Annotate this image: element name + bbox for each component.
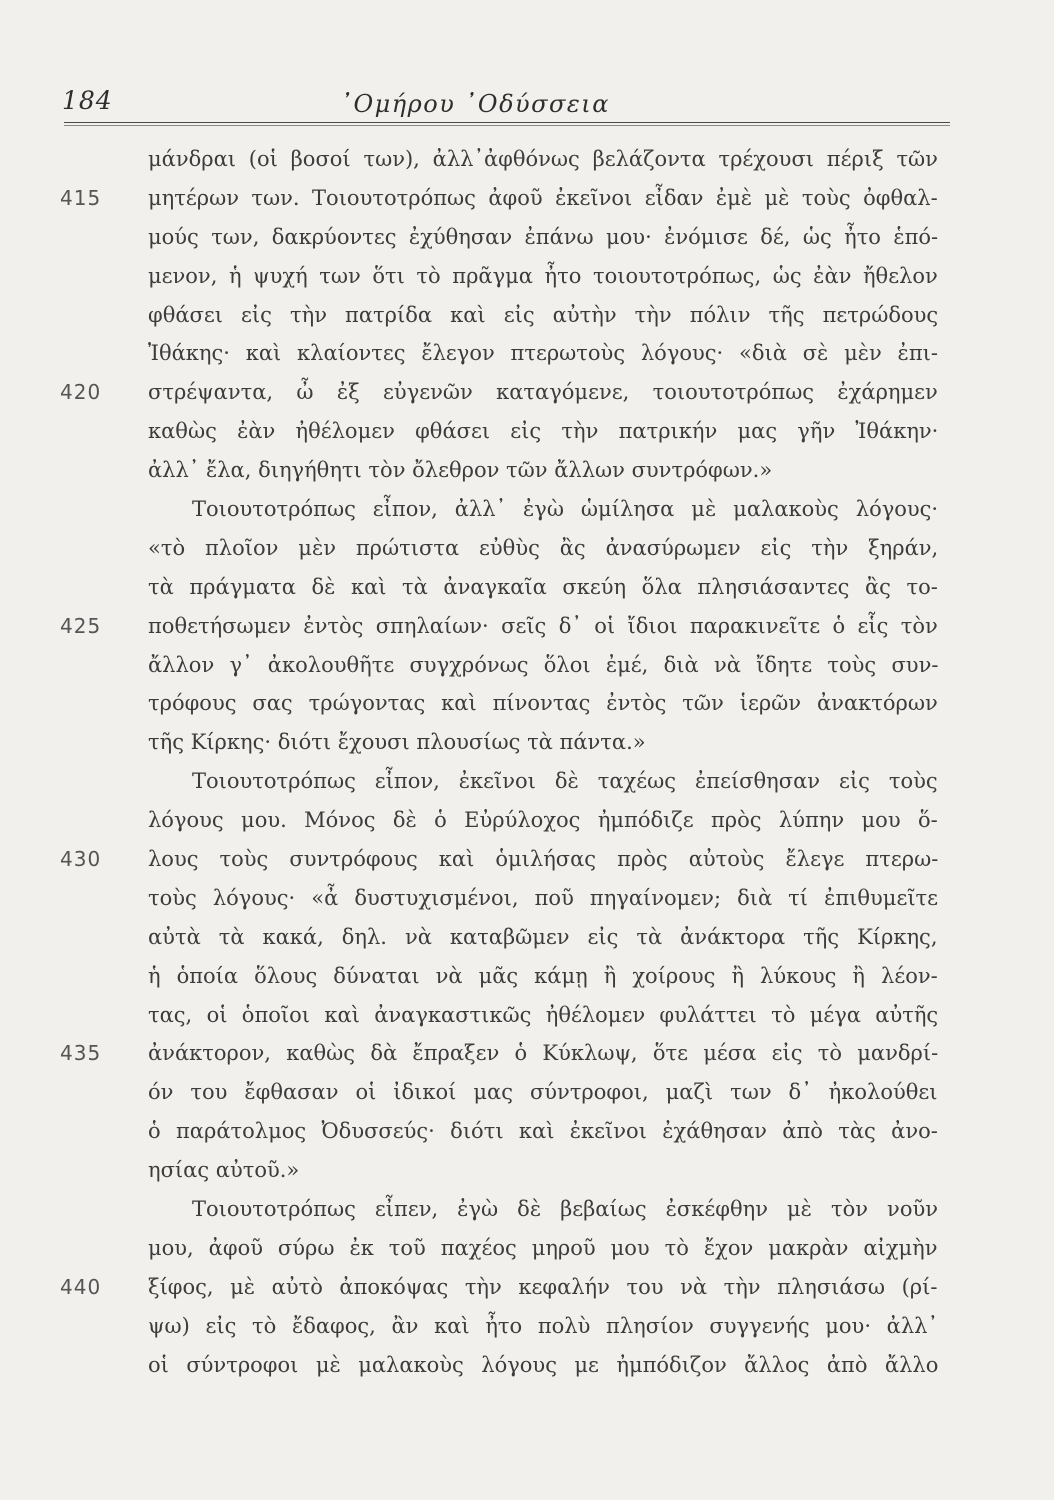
text-line	[148, 957, 938, 996]
line-text: οἱ σύντροφοι μὲ μαλακοὺς λόγους με ἠμπόδιζον ἄλλος ἀπὸ ἄλλο	[148, 1352, 939, 1377]
line-text: μητέρων των. Τοιουτοτρόπως ἀφοῦ ἐκεῖνοι εἶδαν ἐμὲ μὲ τοὺς ὀφθαλ-	[148, 185, 938, 210]
line-text: φθάσει εἰς τὴν πατρίδα καὶ εἰς αὐτὴν τὴν πόλιν τῆς πετρώδους	[148, 302, 939, 327]
text-line	[148, 257, 938, 296]
line-text: μούς των, δακρύοντες ἐχύθησαν ἐπάνω μου· ἐνόμισε δέ, ὡς ἦτο ἑπό-	[148, 224, 939, 249]
page-number: 184	[62, 86, 113, 115]
text-line	[148, 412, 938, 451]
text-line	[148, 1229, 938, 1268]
header-rule	[64, 122, 950, 126]
line-text: Ἰθάκης· καὶ κλαίοντες ἔλεγον πτερωτοὺς λόγους· «διὰ σὲ μὲν ἐπι-	[148, 341, 938, 366]
text-block	[60, 140, 939, 1385]
line-text: στρέψαντα, ὦ ἐξ εὐγενῶν καταγόμενε, τοιουτοτρόπως ἐχάρημεν	[148, 380, 938, 405]
text-line	[148, 762, 938, 801]
line-text: Τοιουτοτρόπως εἶπον, ἐκεῖνοι δὲ ταχέως ἐπείσθησαν εἰς τοὺς	[192, 769, 938, 794]
line-text: μου, ἀφοῦ σύρω ἐκ τοῦ παχέος μηροῦ μου τὸ ἔχον μακρὰν αἰχμὴν	[148, 1235, 938, 1260]
line-text: Τοιουτοτρόπως εἶπον, ἀλλ᾽ ἐγὼ ὡμίλησα μὲ μαλακοὺς λόγους·	[192, 497, 939, 522]
line-text: ησίας αὐτοῦ.»	[148, 1158, 300, 1183]
text-line	[148, 723, 938, 762]
running-head-title: ᾿Ομήρου ᾿Οδύσσεια	[340, 90, 610, 118]
line-text: τοὺς λόγους· «ἆ δυστυχισμένοι, ποῦ πηγαίνομεν; διὰ τί ἐπιθυμεῖτε	[148, 885, 939, 910]
text-line	[148, 1307, 938, 1346]
verse-number: 430	[60, 847, 102, 872]
line-text: όν του ἔφθασαν οἱ ἰδικοί μας σύντροφοι, μαζὶ των δ᾽ ἠκολούθει	[148, 1080, 938, 1105]
text-line	[148, 334, 938, 373]
text-line	[148, 529, 938, 568]
line-text: τρόφους σας τρώγοντας καὶ πίνοντας ἐντὸς τῶν ἱερῶν ἀνακτόρων	[148, 691, 938, 716]
line-text: ἀλλ᾽ ἔλα, διηγήθητι τὸν ὄλεθρον τῶν ἄλλων συντρόφων.»	[148, 458, 773, 483]
text-line	[148, 684, 938, 723]
line-text: ποθετήσωμεν ἐντὸς σπηλαίων· σεῖς δ᾽ οἱ ἴδιοι παρακινεῖτε ὁ εἷς τὸν	[148, 613, 938, 638]
text-line	[148, 1073, 938, 1112]
line-text: ὁ παράτολμος Ὀδυσσεύς· διότι καὶ ἐκεῖνοι ἐχάθησαν ἀπὸ τὰς ἀνο-	[148, 1119, 938, 1144]
verse-number: 415	[60, 185, 102, 210]
line-text: ἄλλον γ᾽ ἀκολουθῆτε συγχρόνως ὅλοι ἐμέ, διὰ νὰ ἴδητε τοὺς συν-	[148, 652, 939, 677]
line-text: τὰ πράγματα δὲ καὶ τὰ ἀναγκαῖα σκεύη ὅλα πλησιάσαντες ἂς το-	[148, 574, 938, 599]
text-line	[148, 568, 938, 607]
line-text: Τοιουτοτρόπως εἶπεν, ἐγὼ δὲ βεβαίως ἐσκέφθην μὲ τὸν νοῦν	[192, 1197, 938, 1222]
text-line	[60, 179, 938, 218]
text-line	[148, 140, 938, 179]
verse-number: 420	[60, 380, 102, 405]
line-text: «τὸ πλοῖον μὲν πρώτιστα εὐθὺς ἂς ἀνασύρωμεν εἰς τὴν ξηράν,	[148, 535, 939, 560]
line-text: ξίφος, μὲ αὐτὸ ἀποκόψας τὴν κεφαλήν του νὰ τὴν πλησιάσω (ρί-	[148, 1274, 938, 1299]
text-line	[148, 296, 938, 335]
text-line	[148, 1112, 938, 1151]
text-line	[148, 996, 938, 1035]
line-text: ψω) εἰς τὸ ἔδαφος, ἂν καὶ ἦτο πολὺ πλησίον συγγενής μου· ἀλλ᾽	[148, 1313, 938, 1338]
line-text: λους τοὺς συντρόφους καὶ ὁμιλήσας πρὸς αὐτοὺς ἔλεγε πτερω-	[148, 847, 939, 872]
text-line	[60, 1034, 939, 1073]
text-line	[148, 451, 938, 490]
line-text: λόγους μου. Μόνος δὲ ὁ Εὐρύλοχος ἠμπόδιζε πρὸς λύπην μου ὅ-	[148, 808, 938, 833]
text-line	[148, 1346, 938, 1385]
text-line	[60, 607, 938, 646]
line-text: ἡ ὁποία ὅλους δύναται νὰ μᾶς κάμῃ ἢ χοίρους ἢ λύκους ἢ λέον-	[148, 963, 938, 988]
verse-number: 440	[60, 1274, 102, 1299]
text-line	[148, 218, 938, 257]
text-line	[148, 646, 938, 685]
text-line	[148, 1151, 938, 1190]
text-line	[148, 801, 938, 840]
text-line	[148, 918, 938, 957]
text-line	[60, 1268, 938, 1307]
line-text: τας, οἱ ὁποῖοι καὶ ἀναγκαστικῶς ἠθέλομεν φυλάττει τὸ μέγα αὐτῆς	[148, 1002, 939, 1027]
verse-number: 425	[60, 613, 102, 638]
line-text: μάνδραι (οἱ βοσοί των), ἀλλ᾽ἀφθόνως βελάζοντα τρέχουσι πέριξ τῶν	[148, 147, 938, 171]
line-text: καθὼς ἐὰν ἠθέλομεν φθάσει εἰς τὴν πατρικήν μας γῆν Ἰθάκην·	[148, 419, 939, 444]
text-line	[148, 879, 938, 918]
text-line	[148, 490, 938, 529]
line-text: τῆς Κίρκης· διότι ἔχουσι πλουσίως τὰ πάντα.»	[148, 730, 646, 755]
line-text: μενον, ἡ ψυχή των ὅτι τὸ πρᾶγμα ἦτο τοιουτοτρόπως, ὡς ἐὰν ἤθελον	[148, 263, 938, 288]
text-line	[60, 840, 939, 879]
verse-number: 435	[60, 1041, 102, 1066]
text-line	[60, 373, 938, 412]
line-text: αὐτὰ τὰ κακά, δηλ. νὰ καταβῶμεν εἰς τὰ ἀνάκτορα τῆς Κίρκης,	[148, 924, 938, 949]
text-line	[148, 1190, 938, 1229]
line-text: ἀνάκτορον, καθὼς δὰ ἔπραξεν ὁ Κύκλωψ, ὅτε μέσα εἰς τὸ μανδρί-	[148, 1041, 939, 1066]
